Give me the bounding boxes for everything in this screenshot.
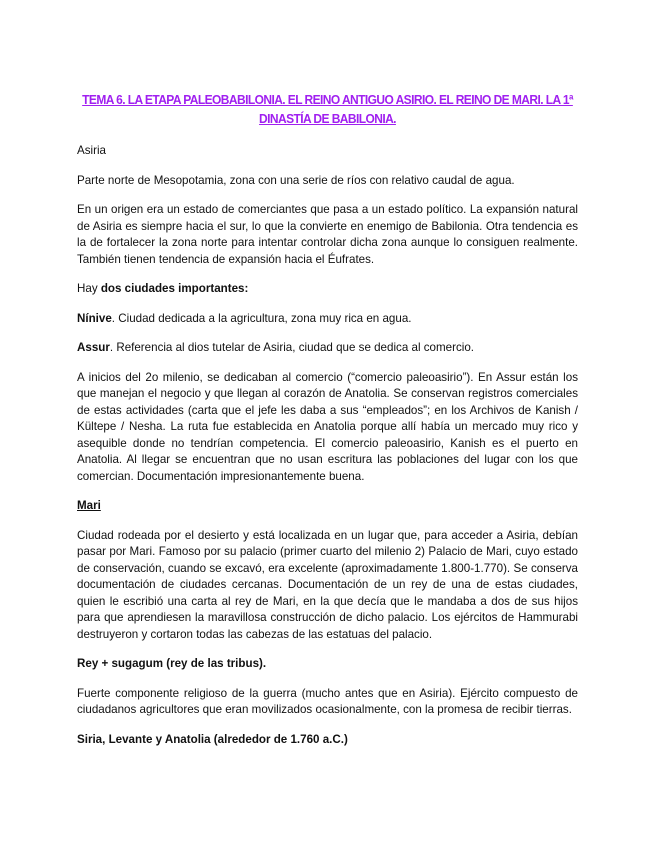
section-heading-rey: Rey + sugagum (rey de las tribus). [77, 657, 267, 670]
document-body [77, 143, 578, 761]
section-heading-siria: Siria, Levante y Anatolia (alrededor de 1.760 a.C.) [77, 732, 348, 746]
assur-text: . Referencia al dios tutelar de Asiria, ciudad que se dedica al comercio. [109, 341, 474, 354]
paragraph-commerce: A inicios del 2o milenio, se dedicaban al comercio (“comercio paleoasirio”). En Assur están los que manejan el negocio y que llegan al corazón de Anatolia. Se conservan registros comerciales de estas actividades (carta que el jefe les daba a sus “empleados”; en los Archivos de Kanish / Kültepe / Nesha. La ruta fue establecida en Anatolia porque allí había un mercado muy rico y asequible donde no tendrían competencia. El comercio paleoasirio, Kanish es el puerto en Anatolia. Al llegar se encuentran que no usan escritura las poblaciones del lugar con los que comercian. Documentación impresionantemente buena. [77, 370, 578, 483]
paragraph-mari: Ciudad rodeada por el desierto y está localizada en un lugar que, para acceder a Asiria, debían pasar por Mari. Famoso por su palacio (primer cuarto del milenio 2) Palacio de Mari, cuyo estado de conservación, cuando se excavó, era excelente (aproximadamente 1.800-1.770). Se conserva documentación de ciudades cercanas. Documentación de un rey de una de estas ciudades, quien le escribió una carta al rey de Mari, en la que decía que le mandaba a dos de sus hijos para que aprendiesen la maravillosa construcción de dicho palacio. Los ejércitos de Hammurabi destruyeron y cortaron todas las cabezas de las estatuas del palacio. [77, 528, 578, 641]
section-heading-mari: Mari [77, 499, 101, 512]
page-title: TEMA 6. LA ETAPA PALEOBABILONIA. EL REINO ANTIGUO ASIRIO. EL REINO DE MARI. LA 1ª DINASTÍA DE BABILONIA. [82, 93, 573, 126]
paragraph-war: Fuerte componente religioso de la guerra (mucho antes que en Asiria). Ejército compuesto de ciudadanos agricultores que eran movilizados ocasionalmente, con la promesa de recibir tierras. [77, 686, 578, 716]
cities-intro-bold: dos ciudades importantes: [100, 282, 249, 295]
paragraph-ninive [77, 311, 578, 328]
paragraph-assur [77, 340, 578, 357]
assur-label: Assur [77, 341, 110, 354]
section-heading-asiria: Asiria [77, 144, 106, 157]
cities-intro-text: Hay [77, 282, 101, 295]
ninive-label: Nínive [77, 311, 112, 325]
paragraph-cities-intro [77, 281, 578, 298]
ninive-text: . Ciudad dedicada a la agricultura, zona muy rica en agua. [111, 311, 412, 325]
paragraph-origin: En un origen era un estado de comerciantes que pasa a un estado político. La expansión natural de Asiria es siempre hacia el sur, lo que la convierte en enemigo de Babilonia. Otra tendencia es la de fortalecer la zona norte para intentar controlar dicha zona aunque lo consiguen realmente. También tienen tendencia de expansión hacia el Éufrates. [77, 203, 578, 266]
paragraph-mesopotamia: Parte norte de Mesopotamia, zona con una serie de ríos con relativo caudal de agua. [77, 173, 515, 187]
